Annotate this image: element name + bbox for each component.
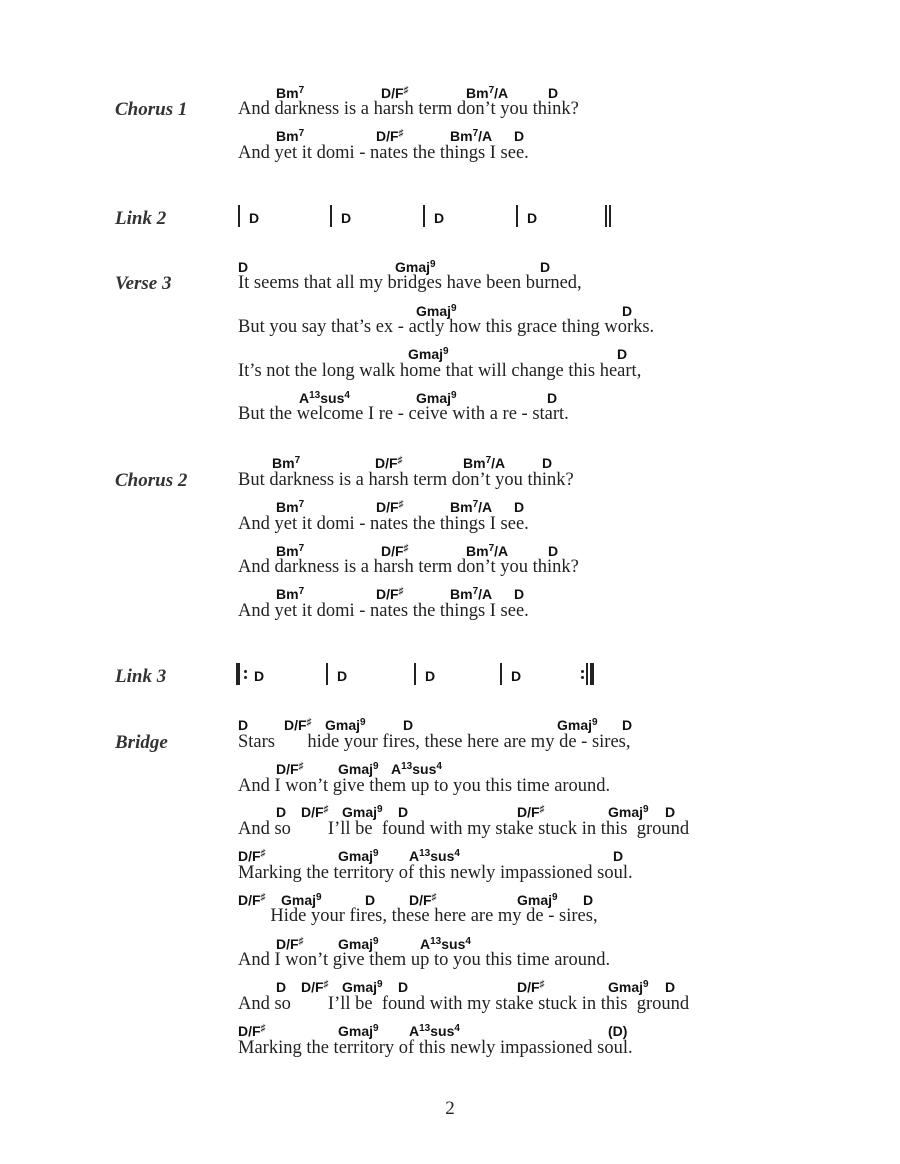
chord-symbol: Gmaj$^9$ [608, 804, 649, 820]
section-label: Link 2 [115, 208, 167, 229]
chord-symbol: Gmaj$^9$ [416, 303, 457, 319]
section-label: Link 3 [115, 666, 167, 687]
chord-symbol: D [276, 804, 287, 820]
chord-symbol: Gmaj$^9$ [342, 979, 383, 995]
lyric-line: And yet it domi - nates the things I see. [238, 514, 529, 534]
lyric-line: And darkness is a harsh term don’t you think? [238, 557, 579, 577]
chord-symbol: Bm$^7$ [276, 586, 305, 602]
chord-symbol: D/F♯ [238, 892, 266, 908]
chord-symbol: D [583, 892, 594, 908]
chord-symbol: D [514, 586, 525, 602]
lyric-line: And yet it domi - nates the things I see. [238, 143, 529, 163]
lyric-line: And I won’t give them up to you this time around. [238, 950, 611, 970]
chord-symbol: D/F♯ [409, 892, 437, 908]
chord-symbol: Bm$^7$ [272, 455, 301, 471]
chord-symbol: $A^{13}sus^4$ [409, 848, 460, 864]
lyric-line: Marking the territory of this newly impassioned soul. [238, 863, 633, 883]
chord-symbol: D/F♯ [376, 128, 404, 144]
chord-symbol: D/F♯ [276, 936, 304, 952]
chord-symbol: D/F♯ [381, 543, 409, 559]
chord-symbol: D [365, 892, 376, 908]
chord-symbol: D/F♯ [375, 455, 403, 471]
chord-symbol: D [238, 259, 249, 275]
chord-symbol: D [403, 717, 414, 733]
chord-symbol: Bm$^7$/A [466, 85, 509, 101]
repeat-end-barline [590, 663, 594, 685]
chord-symbol: D [622, 303, 633, 319]
chord-symbol: Gmaj$^9$ [608, 979, 649, 995]
chord-symbol: Gmaj$^9$ [338, 1023, 379, 1039]
chord-symbol: D/F♯ [301, 804, 329, 820]
bar-chord: D [337, 668, 348, 684]
barline [330, 205, 332, 227]
section-label: Chorus 2 [115, 470, 188, 491]
barline [500, 663, 502, 685]
lyric-line: Stars hide your fires, these here are my de - sires, [238, 732, 631, 752]
chord-symbol: D [276, 979, 287, 995]
chord-symbol: D [398, 979, 409, 995]
barline [605, 205, 607, 227]
section-label: Bridge [115, 732, 168, 753]
chord-symbol: D/F♯ [517, 979, 545, 995]
chord-symbol: D [238, 717, 249, 733]
bar-chord: D [511, 668, 522, 684]
chord-symbol: Gmaj$^9$ [517, 892, 558, 908]
barline [238, 205, 240, 227]
lyric-line: And yet it domi - nates the things I see. [238, 601, 529, 621]
lyric-line: And so I’ll be found with my stake stuck in this ground [238, 819, 690, 839]
chord-symbol: D [540, 259, 551, 275]
chord-symbol: D/F♯ [517, 804, 545, 820]
chord-symbol: D [514, 499, 525, 515]
lyric-line: And I won’t give them up to you this time around. [238, 776, 611, 796]
bar-chord: D [434, 210, 445, 226]
chord-symbol: D [613, 848, 624, 864]
chord-symbol: Bm$^7$ [276, 128, 305, 144]
chord-symbol: (D) [608, 1023, 628, 1039]
chord-symbol: Gmaj$^9$ [395, 259, 436, 275]
chord-symbol: Gmaj$^9$ [338, 761, 379, 777]
chord-symbol: D [622, 717, 633, 733]
lyric-line: Hide your fires, these here are my de - sires, [238, 906, 598, 926]
chord-symbol: Gmaj$^9$ [416, 390, 457, 406]
chord-symbol: D/F♯ [301, 979, 329, 995]
chord-symbol: D [514, 128, 525, 144]
repeat-dots [581, 668, 584, 680]
chord-symbol: D/F♯ [376, 499, 404, 515]
page-number: 2 [445, 1098, 455, 1119]
lyric-line: It seems that all my bridges have been burned, [238, 273, 582, 293]
lyric-line: But the welcome I re - ceive with a re - start. [238, 404, 569, 424]
chord-symbol: $A^{13}sus^4$ [391, 761, 442, 777]
chord-symbol: Bm$^7$ [276, 543, 305, 559]
chord-symbol: D [665, 979, 676, 995]
lyric-line: And so I’ll be found with my stake stuck in this ground [238, 994, 690, 1014]
bar-chord: D [425, 668, 436, 684]
lyric-line: It’s not the long walk home that will change this heart, [238, 361, 642, 381]
chord-symbol: D [617, 346, 628, 362]
chord-symbol: Gmaj$^9$ [557, 717, 598, 733]
chord-symbol: D/F♯ [238, 1023, 266, 1039]
chord-symbol: $A^{13}sus^4$ [409, 1023, 460, 1039]
chord-symbol: D [547, 390, 558, 406]
lyric-line: But you say that’s ex - actly how this grace thing works. [238, 317, 655, 337]
chord-symbol: D [398, 804, 409, 820]
chord-symbol: Gmaj$^9$ [325, 717, 366, 733]
chord-symbol: Gmaj$^9$ [281, 892, 322, 908]
chord-symbol: $A^{13}sus^4$ [299, 390, 350, 406]
chord-symbol: Bm$^7$ [276, 499, 305, 515]
chord-symbol: D/F♯ [284, 717, 312, 733]
chord-symbol: Bm$^7$/A [463, 455, 506, 471]
section-label: Verse 3 [115, 273, 172, 294]
barline [423, 205, 425, 227]
barline [516, 205, 518, 227]
chord-symbol: D/F♯ [381, 85, 409, 101]
lyric-line: But darkness is a harsh term don’t you think? [238, 470, 574, 490]
repeat-start-barline [236, 663, 240, 685]
chord-symbol: Bm$^7$/A [466, 543, 509, 559]
barline [414, 663, 416, 685]
chord-symbol: Bm$^7$ [276, 85, 305, 101]
bar-chord: D [254, 668, 265, 684]
bar-chord: D [527, 210, 538, 226]
bar-chord: D [341, 210, 352, 226]
lyric-line: And darkness is a harsh term don’t you think? [238, 99, 579, 119]
chord-symbol: D/F♯ [238, 848, 266, 864]
chord-symbol: Bm$^7$/A [450, 128, 493, 144]
repeat-dots [244, 668, 247, 680]
chord-symbol: D/F♯ [376, 586, 404, 602]
chord-symbol: D [548, 85, 559, 101]
chord-symbol: D [665, 804, 676, 820]
chord-symbol: Gmaj$^9$ [338, 848, 379, 864]
section-label: Chorus 1 [115, 99, 188, 120]
bar-chord: D [249, 210, 260, 226]
chord-symbol: Gmaj$^9$ [342, 804, 383, 820]
chord-symbol: Bm$^7$/A [450, 499, 493, 515]
barline [326, 663, 328, 685]
chord-symbol: Gmaj$^9$ [408, 346, 449, 362]
lyric-line: Marking the territory of this newly impassioned soul. [238, 1038, 633, 1058]
chord-symbol: Bm$^7$/A [450, 586, 493, 602]
chord-symbol: D/F♯ [276, 761, 304, 777]
chord-symbol: $A^{13}sus^4$ [420, 936, 471, 952]
chord-symbol: D [548, 543, 559, 559]
final-barline [609, 205, 611, 227]
barline [586, 663, 588, 685]
chord-symbol: Gmaj$^9$ [338, 936, 379, 952]
chord-symbol: D [542, 455, 553, 471]
